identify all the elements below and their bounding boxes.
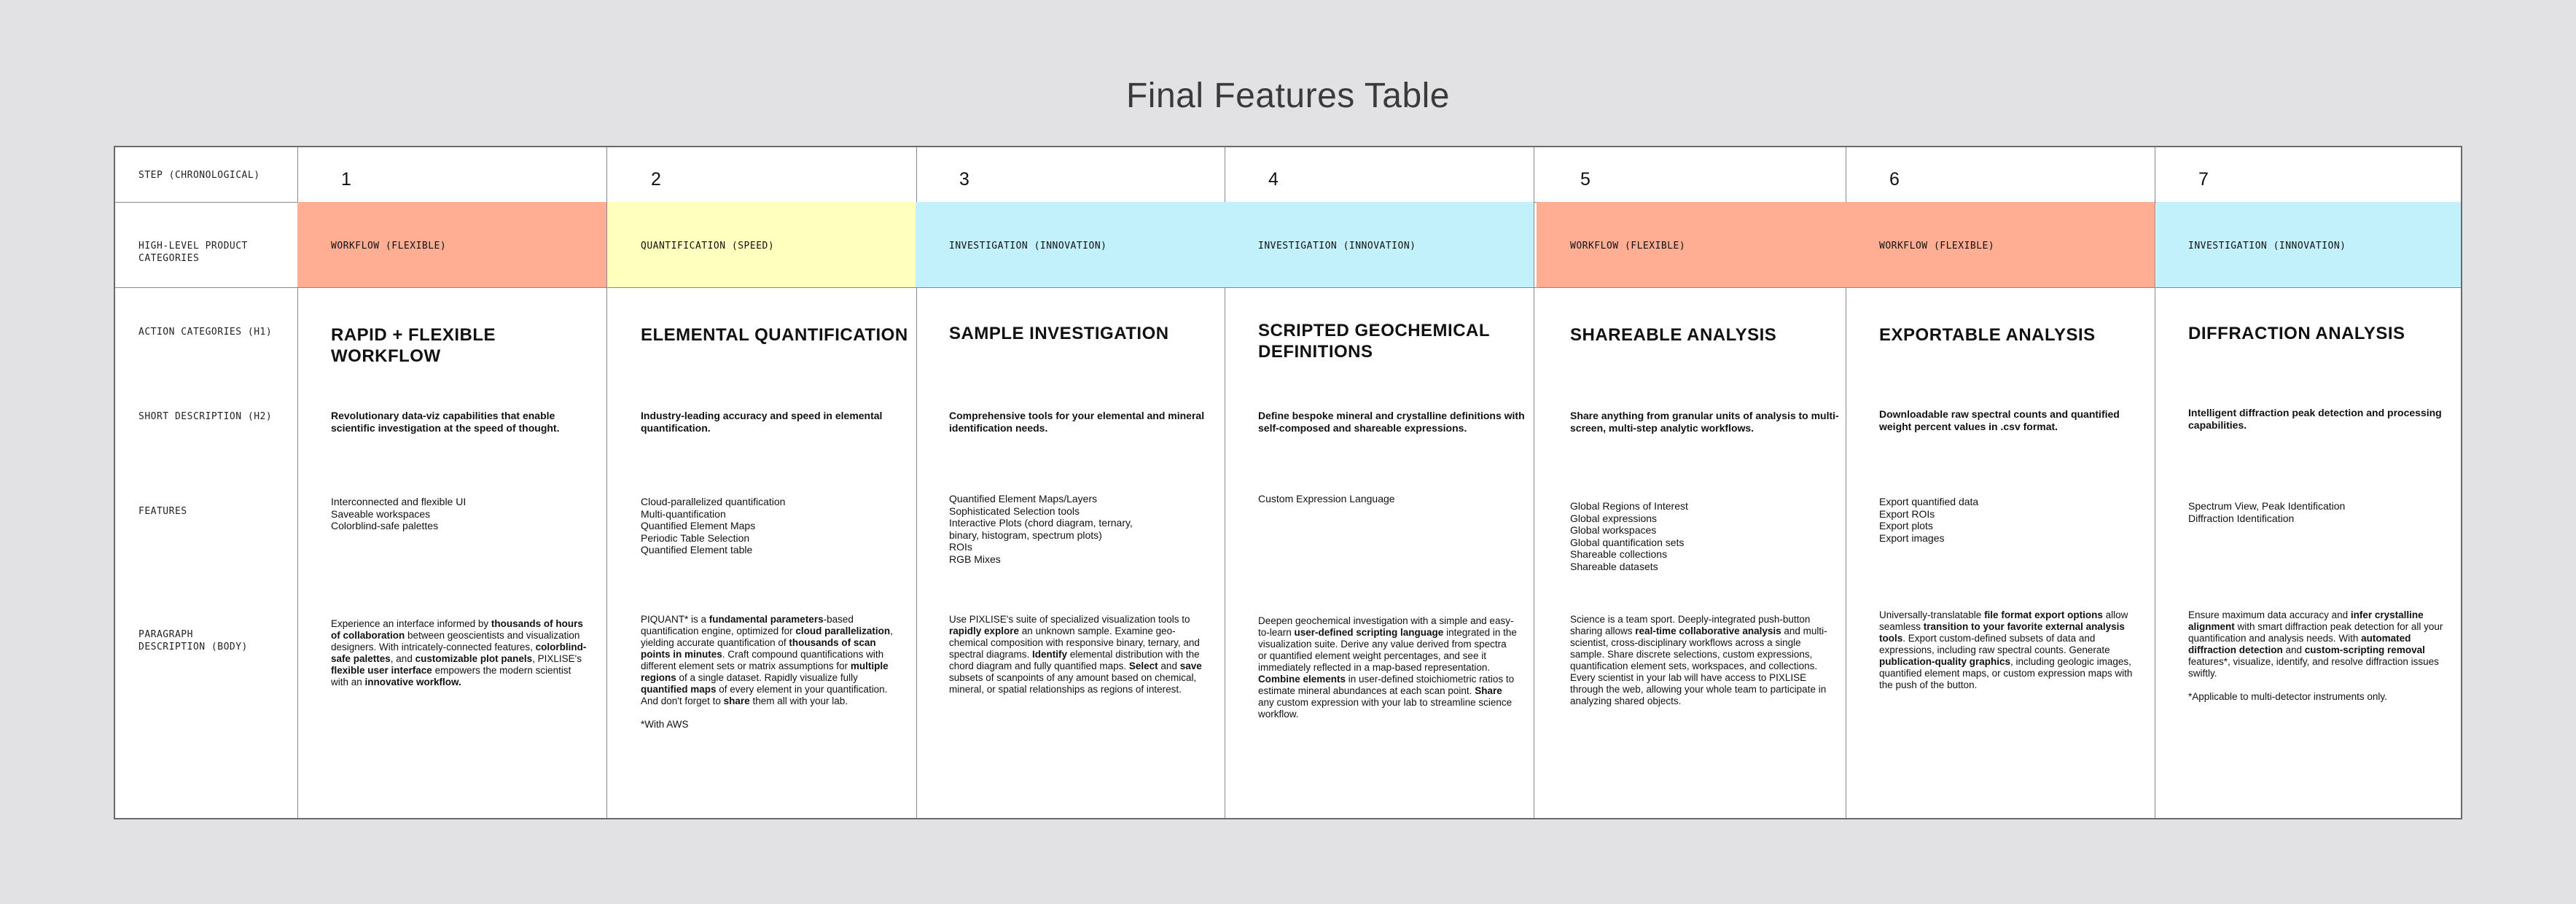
- features-list: [1258, 493, 1535, 505]
- action-heading: DIFFRACTION ANALYSIS: [2188, 324, 2405, 343]
- short-description: Comprehensive tools for your elemental and mineral identification needs.: [949, 410, 1205, 434]
- step-number: 2: [651, 169, 661, 190]
- paragraph-description: [331, 618, 590, 688]
- row-label-step: STEP (CHRONOLOGICAL): [138, 170, 260, 181]
- feature-item: Export ROIs: [1879, 507, 1935, 520]
- feature-item: Shareable datasets: [1570, 560, 1658, 572]
- step-number: 5: [1580, 169, 1591, 190]
- action-heading: RAPID + FLEXIBLE WORKFLOW: [331, 325, 496, 366]
- features-list: [331, 496, 608, 532]
- paragraph-description: [1570, 614, 1829, 707]
- features-list: [641, 496, 918, 556]
- feature-item: Export quantified data: [1879, 496, 1979, 507]
- row-label-action: ACTION CATEGORIES (H1): [138, 327, 273, 338]
- step-number: 7: [2198, 169, 2209, 190]
- feature-item: Saveable workspaces: [331, 507, 431, 520]
- feature-item: Quantified Element Maps: [641, 520, 756, 531]
- footnote: *With AWS: [641, 719, 689, 730]
- category-label: WORKFLOW (FLEXIBLE): [1570, 241, 1686, 252]
- feature-item: RGB Mixes: [949, 553, 1001, 565]
- short-description: Revolutionary data-viz capabilities that enable scientific investigation at the speed of thought.: [331, 410, 560, 434]
- feature-item: Interactive Plots (chord diagram, ternary,: [949, 517, 1133, 529]
- feature-item: Periodic Table Selection: [641, 531, 750, 544]
- action-heading: ELEMENTAL QUANTIFICATION: [641, 325, 908, 345]
- features-list: [2188, 500, 2465, 524]
- feature-item: Global expressions: [1570, 512, 1658, 524]
- row-label-paragraph: PARAGRAPH DESCRIPTION (BODY): [138, 629, 248, 652]
- action-heading: SHAREABLE ANALYSIS: [1570, 325, 1777, 345]
- feature-item: Global Regions of Interest: [1570, 500, 1688, 512]
- feature-item: Colorblind-safe palettes: [331, 520, 439, 531]
- category-label: WORKFLOW (FLEXIBLE): [1879, 241, 1995, 252]
- paragraph-text: PIQUANT* is a fundamental parameters-based quantification engine, optimized for cloud parallelization, yielding accurate quantification of thousands of scan points in minutes. Craft compound quantifications with different element sets or matrix assumptions for multiple regions of a single dataset. Rapidly visualize fully quantified maps of every element in your quantification. And don't forget to share them all with your lab.: [641, 614, 893, 706]
- paragraph-text: Experience an interface informed by thousands of hours of collaboration between geoscientists and visualization designers. With intricately-connected features, colorblind-safe palettes, and customizable plot panels, PIXLISE's flexible user interface empowers the modern scientist with an innovative workflow.: [331, 618, 587, 687]
- step-number: 6: [1889, 169, 1900, 190]
- feature-item: Custom Expression Language: [1258, 493, 1395, 504]
- feature-item: Quantified Element Maps/Layers: [949, 493, 1098, 504]
- feature-item: Multi-quantification: [641, 507, 726, 520]
- footnote: *Applicable to multi-detector instruments only.: [2188, 691, 2387, 702]
- features-list: [1570, 500, 1847, 572]
- action-heading: SCRIPTED GEOCHEMICAL DEFINITIONS: [1258, 321, 1490, 362]
- feature-item: binary, histogram, spectrum plots): [949, 529, 1102, 541]
- feature-item: Export images: [1879, 531, 1945, 544]
- category-label: INVESTIGATION (INNOVATION): [2188, 241, 2346, 252]
- row-label-short: SHORT DESCRIPTION (H2): [138, 411, 273, 422]
- paragraph-description: [1258, 615, 1517, 720]
- paragraph-text: Ensure maximum data accuracy and infer crystalline alignment with smart diffraction peak detection for all your quantification and analysis needs. With automated diffraction detection and custom-scripting removal features*, visualize, identify, and resolve diffraction issues swiftly.: [2188, 609, 2443, 679]
- paragraph-text: Deepen geochemical investigation with a simple and easy-to-learn user-defined scripting language integrated in the visualization suite. Derive any value derived from spectra or quantified element weight percentages, and see it immediately reflected in a map-based representation. Combine elements in user-defined stoichiometric ratios to estimate mineral abundances at each scan point. Share any custom expression with your lab to streamline science workflow.: [1258, 615, 1517, 720]
- step-number: 4: [1268, 169, 1279, 190]
- paragraph-description: [949, 614, 1208, 695]
- action-heading: SAMPLE INVESTIGATION: [949, 324, 1169, 343]
- category-label: WORKFLOW (FLEXIBLE): [331, 241, 447, 252]
- feature-item: Sophisticated Selection tools: [949, 504, 1080, 517]
- paragraph-description: [641, 614, 899, 730]
- paragraph-text: Universally-translatable file format export options allow seamless transition to your favorite external analysis tools. Export custom-defined subsets of data and expressions, including raw spectral counts. Generate publication-quality graphics, including geologic images, quantified element maps, or custom expression maps with the push of the button.: [1879, 609, 2133, 690]
- feature-item: Interconnected and flexible UI: [331, 496, 467, 507]
- action-heading: EXPORTABLE ANALYSIS: [1879, 325, 2096, 345]
- step-number: 3: [959, 169, 969, 190]
- short-description: Intelligent diffraction peak detection and processing capabilities.: [2188, 407, 2442, 431]
- feature-item: Export plots: [1879, 520, 1933, 531]
- paragraph-description: [1879, 609, 2138, 691]
- features-list: [1879, 496, 2156, 544]
- row-label-categories: HIGH-LEVEL PRODUCT CATEGORIES: [138, 241, 248, 264]
- paragraph-description: [2188, 609, 2447, 703]
- row-label-features: FEATURES: [138, 506, 187, 517]
- feature-item: Cloud-parallelized quantification: [641, 496, 786, 507]
- step-number: 1: [341, 169, 351, 190]
- feature-item: Global quantification sets: [1570, 536, 1685, 548]
- feature-item: Diffraction Identification: [2188, 512, 2295, 524]
- feature-item: Spectrum View, Peak Identification: [2188, 500, 2346, 512]
- short-description: Industry-leading accuracy and speed in elemental quantification.: [641, 410, 883, 434]
- page-title: Final Features Table: [1125, 77, 1450, 115]
- feature-item: Global workspaces: [1570, 524, 1657, 536]
- feature-item: Shareable collections: [1570, 548, 1668, 560]
- category-label: INVESTIGATION (INNOVATION): [1258, 241, 1416, 252]
- paragraph-text: Science is a team sport. Deeply-integrated push-button sharing allows real-time collaborative analysis and multi-scientist, cross-disciplinary workflows across a single sample. Share discrete selections, custom expressions, quantification element sets, workspaces, and collections. Every scientist in your lab will have access to PIXLISE through the web, allowing your whole team to participate in analyzing shared objects.: [1570, 614, 1827, 706]
- category-label: QUANTIFICATION (SPEED): [641, 241, 775, 252]
- features-list: [949, 493, 1226, 565]
- short-description: Define bespoke mineral and crystalline definitions with self-composed and shareable expressions.: [1258, 410, 1525, 434]
- short-description: Share anything from granular units of analysis to multi-screen, multi-step analytic workflows.: [1570, 410, 1839, 434]
- category-label: INVESTIGATION (INNOVATION): [949, 241, 1107, 252]
- row-divider: [115, 287, 2461, 288]
- feature-item: ROIs: [949, 541, 972, 553]
- features-table: [114, 146, 2462, 819]
- short-description: Downloadable raw spectral counts and quantified weight percent values in .csv format.: [1879, 408, 2120, 432]
- paragraph-text: Use PIXLISE's suite of specialized visualization tools to rapidly explore an unknown sample. Examine geo-chemical composition with responsive binary, ternary, and spectral diagrams. Identify elemental distribution with the chord diagram and fully quantified maps. Select and save subsets of scanpoints of any amount based on chemical, mineral, or spatial relationships as regions of interest.: [949, 614, 1202, 695]
- feature-item: Quantified Element table: [641, 544, 753, 556]
